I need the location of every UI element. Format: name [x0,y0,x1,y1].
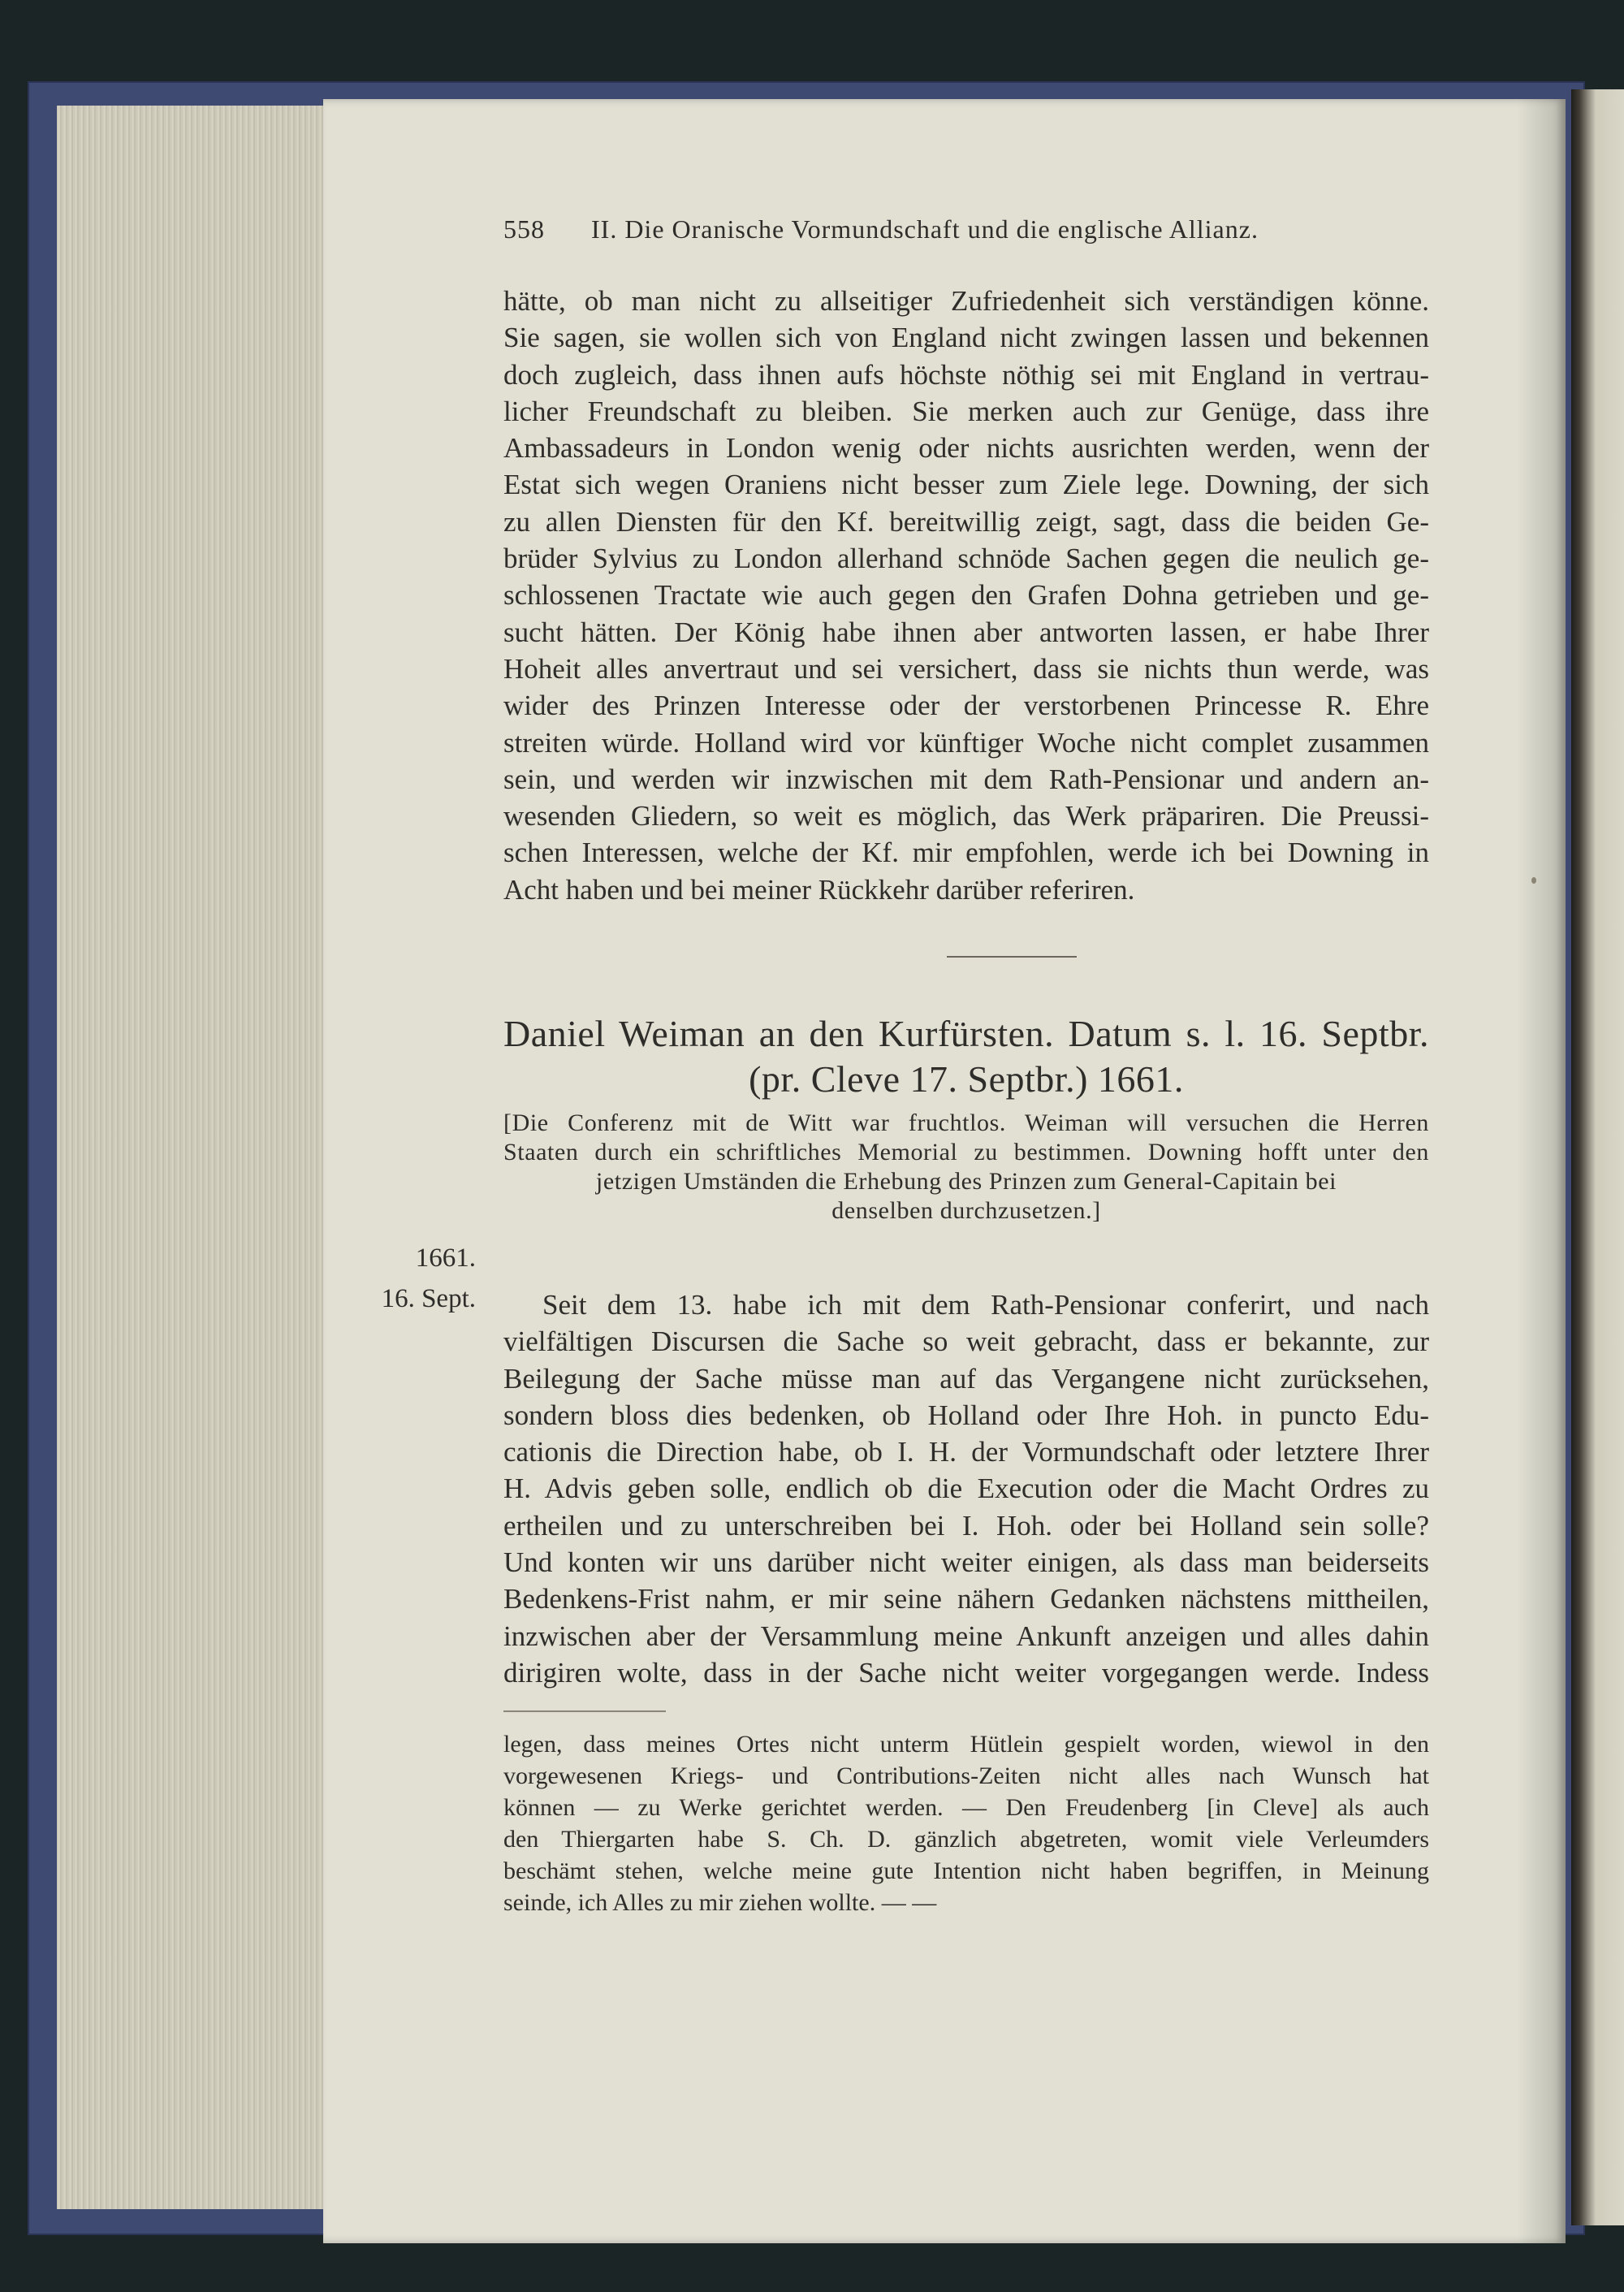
text-line: Estat sich wegen Oraniens nicht besser zum Ziele lege. Downing, der sich [503,469,1429,501]
text-line: ertheilen und zu unterschreiben bei I. Hoh. oder bei Holland sein solle? [503,1509,1429,1542]
text-line: Seit dem 13. habe ich mit dem Rath-Pensionar conferirt, und nach [542,1289,1429,1321]
text-line: hätte, ob man nicht zu allseitiger Zufriedenheit sich verständigen könne. [503,285,1429,317]
margin-date: 16. Sept. [381,1284,476,1313]
text-line: Sie sagen, sie wollen sich von England nicht zwingen lassen und bekennen [503,322,1429,354]
page-number: 558 [503,214,545,244]
text-line: wesenden Gliedern, so weit es möglich, das Werk präpariren. Die Preussi- [503,800,1429,832]
running-head [503,214,1543,244]
text-line: brüder Sylvius zu London allerhand schnöde Sachen gegen die neulich ge- [503,543,1429,575]
text-line: vielfältigen Discursen die Sache so weit gebracht, dass er bekannte, zur [503,1325,1429,1358]
text-line: Hoheit alles anvertraut und sei versichert, dass sie nichts thun werde, was [503,652,1429,685]
text-line: doch zugleich, dass ihnen aufs höchste nöthig sei mit England in vertrau- [503,358,1429,391]
footnote-line: vorgewesenen Kriegs- und Contributions-Zeiten nicht alles nach Wunsch hat [503,1762,1429,1789]
footnote-line: beschämt stehen, welche meine gute Intention nicht haben begriffen, in Meinung [503,1857,1429,1884]
text-line: streiten würde. Holland wird vor künftiger Woche nicht complet zusammen [503,726,1429,759]
document-title-line-1: Daniel Weiman an den Kurfürsten. Datum s. l. 16. Septbr. [503,1013,1429,1054]
body-paragraph-1 [503,283,1429,908]
text-line: sucht hätten. Der König habe ihnen aber antworten lassen, er habe Ihrer [503,616,1429,648]
running-title: II. Die Oranische Vormundschaft und die englische Allianz. [591,214,1259,244]
facing-page-edge [1571,89,1624,2225]
text-line: sondern bloss dies bedenken, ob Holland oder Ihre Hoh. in puncto Edu- [503,1399,1429,1431]
document-title [503,1011,1429,1102]
section-divider [947,956,1077,958]
gutter-shadow [1517,99,1566,2243]
text-line: schen Interessen, welche der Kf. mir empfohlen, werde ich bei Downing in [503,837,1429,869]
footnote-line: seinde, ich Alles zu mir ziehen wollte. — — [503,1889,937,1916]
footnote-line: den Thiergarten habe S. Ch. D. gänzlich abgetreten, womit viele Verleumders [503,1826,1429,1853]
text-line: Beilegung der Sache müsse man auf das Vergangene nicht zurücksehen, [503,1362,1429,1395]
text-line: schlossenen Tractate wie auch gegen den Grafen Dohna getrieben und ge- [503,579,1429,612]
page-edges [57,106,326,2209]
text-line: Acht haben und bei meiner Rückkehr darüber referiren. [503,873,1135,906]
document-title-line-2: (pr. Cleve 17. Septbr.) 1661. [749,1058,1184,1100]
text-line: Und konten wir uns darüber nicht weiter einigen, als dass man beiderseits [503,1546,1429,1579]
body-paragraph-2 [503,1287,1429,1691]
text-line: licher Freundschaft zu bleiben. Sie merken auch zur Genüge, dass ihre [503,395,1429,427]
text-line: inzwischen aber der Versammlung meine Ankunft anzeigen und alles dahin [503,1620,1429,1652]
text-line: sein, und werden wir inzwischen mit dem Rath-Pensionar und andern an- [503,763,1429,795]
summary-line: denselben durchzusetzen.] [831,1197,1101,1224]
summary-line: [Die Conferenz mit de Witt war fruchtlos. Weiman will versuchen die Herren [503,1109,1429,1136]
text-line: cationis die Direction habe, ob I. H. der Vormundschaft oder letztere Ihrer [503,1436,1429,1468]
document-summary [503,1109,1429,1226]
footnote-line: können — zu Werke gerichtet werden. — Den Freudenberg [in Cleve] als auch [503,1794,1429,1821]
text-line: wider des Prinzen Interesse oder der verstorbenen Princesse R. Ehre [503,690,1429,722]
text-line: Bedenkens-Frist nahm, er mir seine nähern Gedanken nächstens mittheilen, [503,1583,1429,1615]
text-line: dirigiren wolte, dass in der Sache nicht weiter vorgegangen werde. Indess [503,1656,1429,1689]
margin-year: 1661. [415,1243,476,1273]
footnote-rule [503,1710,666,1712]
text-line: Ambassadeurs in London wenig oder nichts ausrichten werden, wenn der [503,432,1429,465]
book-page [323,99,1566,2243]
footnote-line: legen, dass meines Ortes nicht unterm Hütlein gespielt worden, wiewol in den [503,1731,1429,1758]
paper-spot [1531,877,1536,884]
footnote [503,1728,1429,1918]
summary-line: jetzigen Umständen die Erhebung des Prinzen zum General-Capitain bei [595,1168,1337,1195]
summary-line: Staaten durch ein schriftliches Memorial zu bestimmen. Downing hofft unter den [503,1139,1429,1165]
text-line: H. Advis geben solle, endlich ob die Execution oder die Macht Ordres zu [503,1473,1429,1505]
text-line: zu allen Diensten für den Kf. bereitwillig zeigt, sagt, dass die beiden Ge- [503,505,1429,538]
